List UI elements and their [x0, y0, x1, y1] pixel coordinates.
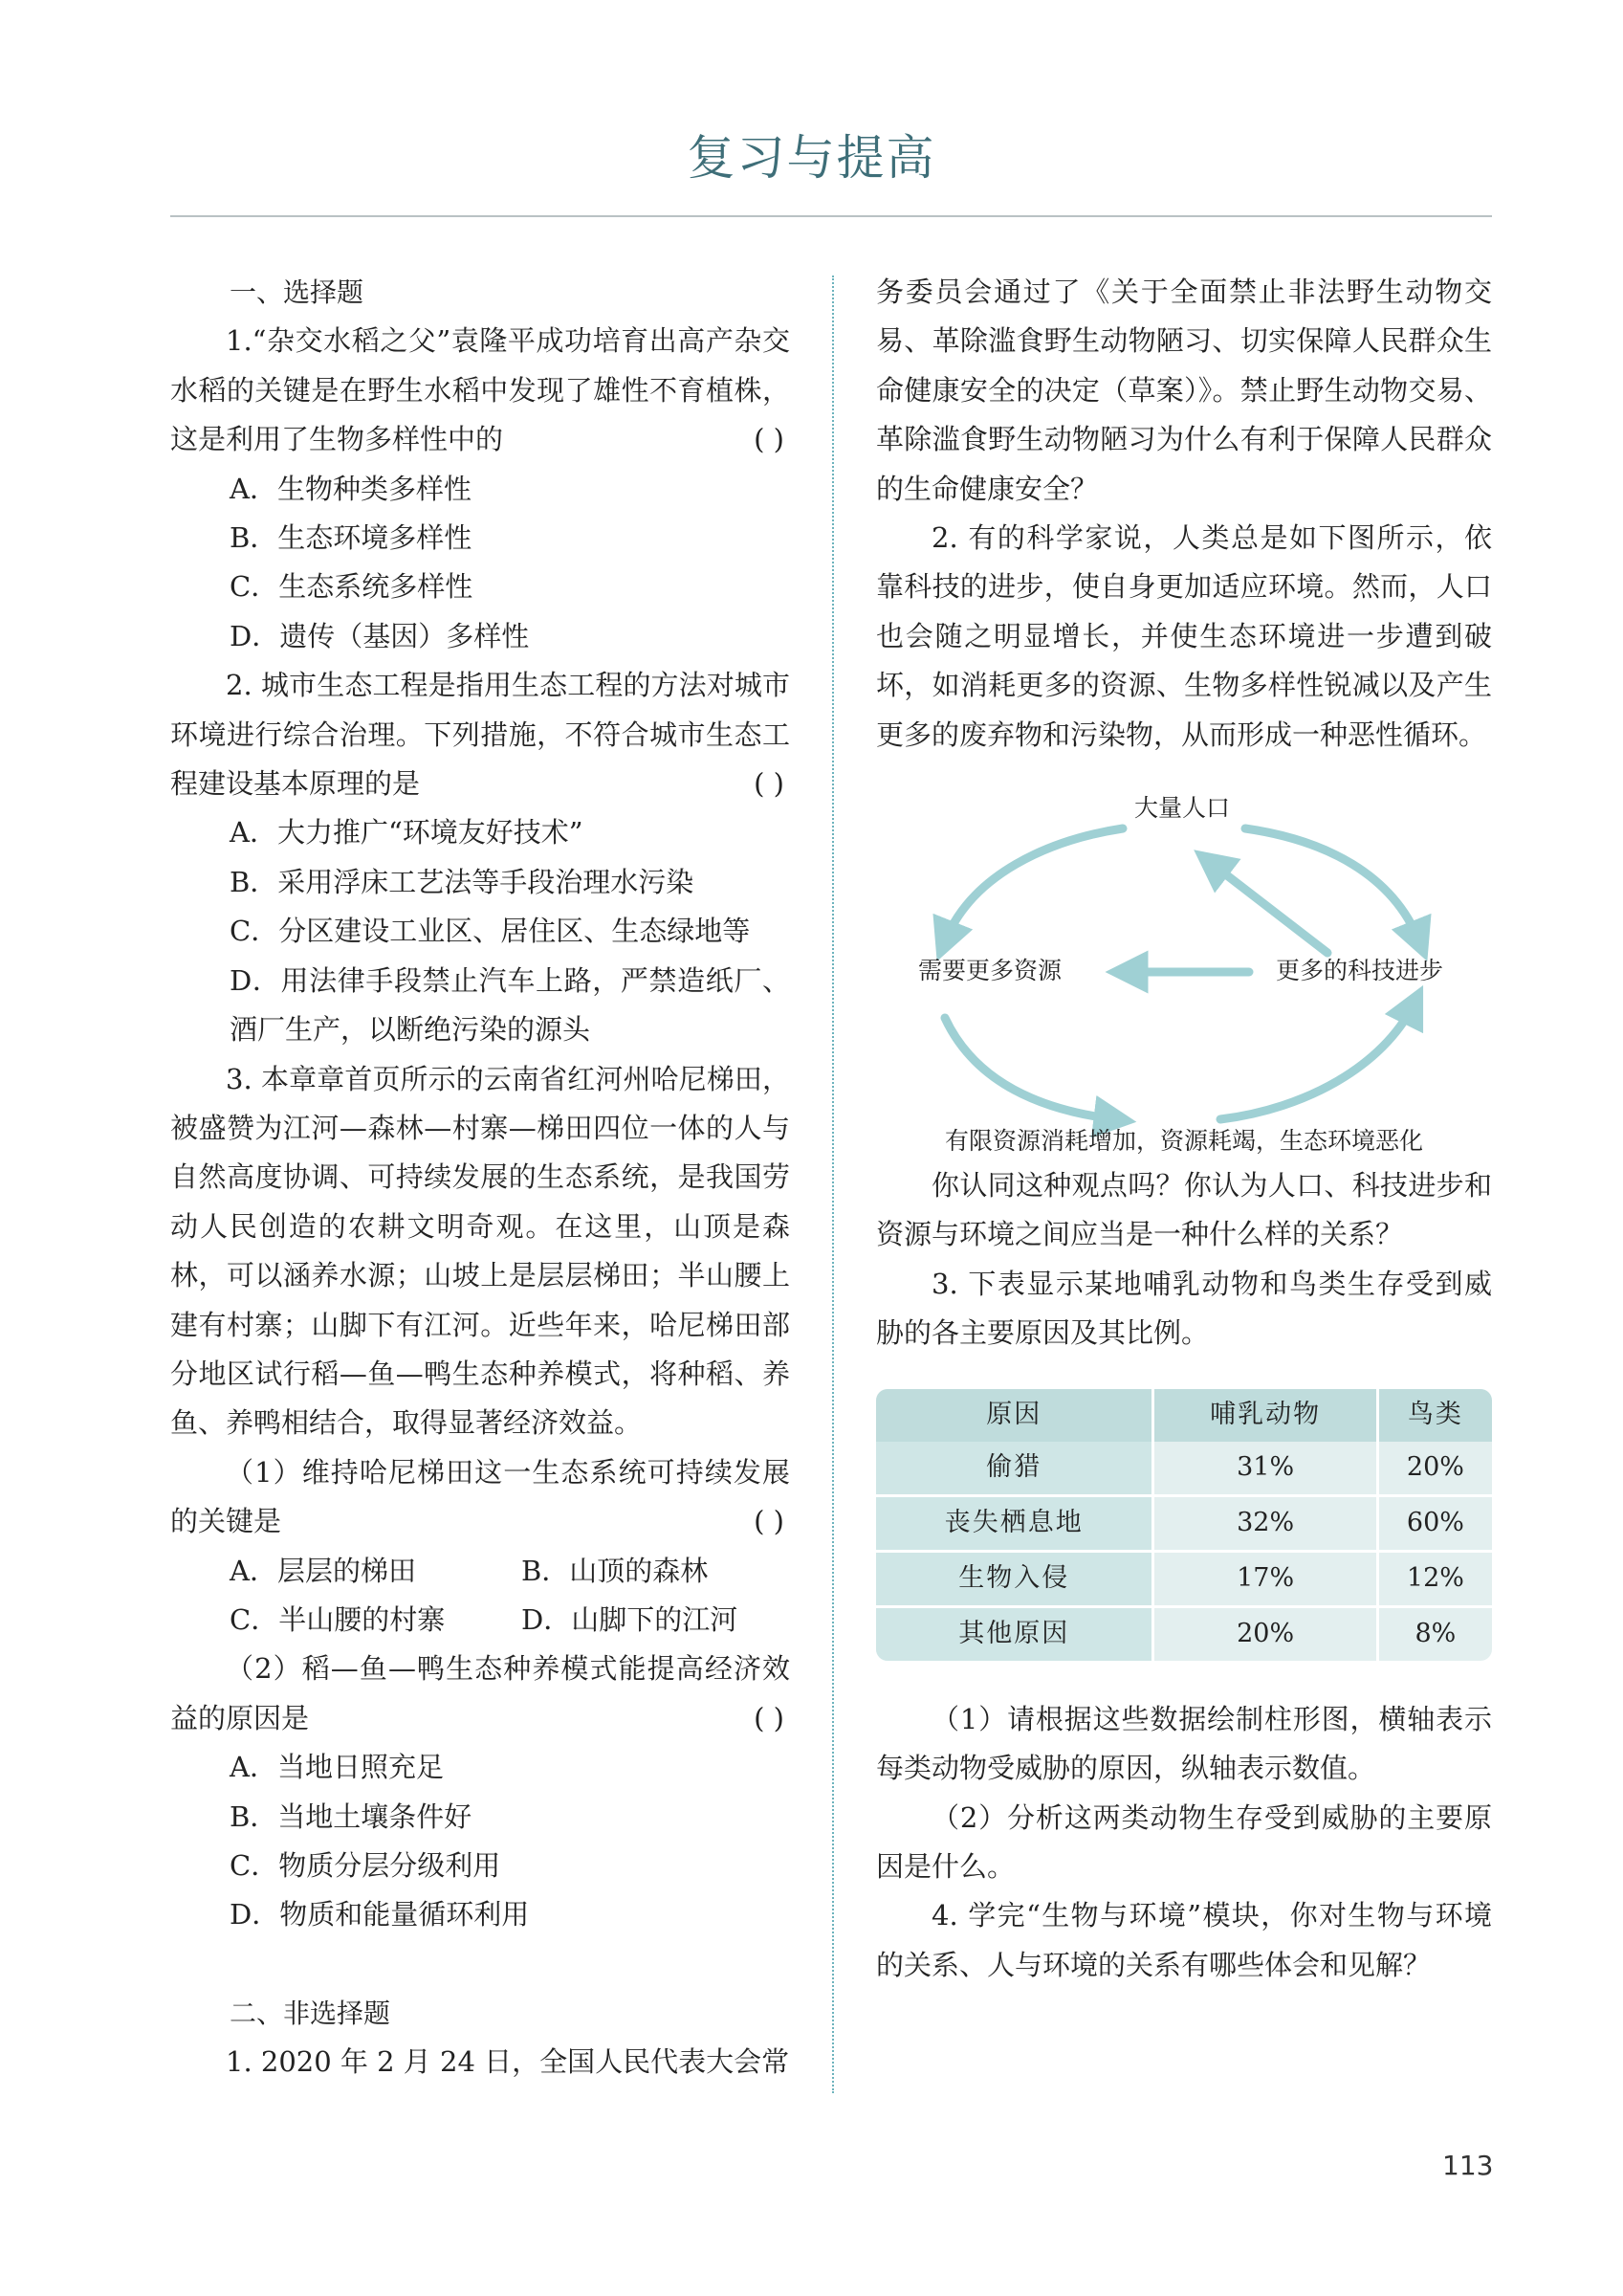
left-column: [170, 268, 790, 2087]
option-a: A．当地日照充足: [230, 1751, 444, 1784]
answer-blank: ( ): [754, 1505, 784, 1538]
section-heading-choice: 一、选择题: [230, 276, 364, 308]
table-cell: 32%: [1154, 1497, 1378, 1553]
table-header-row: [876, 1389, 1492, 1442]
answer-blank: ( ): [754, 423, 784, 456]
option-c: C．半山腰的村寨: [230, 1602, 446, 1636]
question-text: （2）稻—鱼—鸭生态种养模式能提高经济效益的原因是: [170, 1652, 790, 1734]
table-header: 原因: [876, 1389, 1154, 1442]
question-3: 3. 本章章首页所示的云南省红河州哈尼梯田，被盛赞为江河—森林—村寨—梯田四位一体的人与自然高度协调、可持续发展的生态系统，是我国劳动人民创造的农耕文明奇观。在这里，山顶是森林，可以涵养水源；山坡上是层层梯田；半山腰上建有村寨；山脚下有江河。近些年来，哈尼梯田部分地区试行稻—鱼—鸭生态种养模式，将种稻、养鱼、养鸭相结合，取得显著经济效益。: [170, 1062, 790, 1440]
table-cell: 8%: [1415, 1618, 1457, 1648]
table-header: 哺乳动物: [1154, 1389, 1378, 1442]
page-title: 复习与提高: [687, 130, 936, 186]
diagram-node-population: 大量人口: [1134, 794, 1231, 823]
nonchoice-question-3: 3. 下表显示某地哺乳动物和鸟类生存受到威胁的各主要原因及其比例。: [876, 1267, 1492, 1350]
table-row: [876, 1497, 1492, 1553]
diagram-node-resources: 需要更多资源: [918, 957, 1063, 985]
question-text: （1）维持哈尼梯田这一生态系统可持续发展的关键是: [170, 1455, 790, 1538]
option-d: D．用法律手段禁止汽车上路，严禁造纸厂、酒厂生产，以断绝污染的源头: [230, 963, 790, 1047]
option-a: A．大力推广“环境友好技术”: [230, 816, 583, 850]
arrow-depletion-to-technology: [1220, 1004, 1414, 1119]
option-c: C．分区建设工业区、居住区、生态绿地等: [230, 915, 751, 948]
table-cell: 20%: [1154, 1608, 1378, 1661]
spacer: [170, 1940, 790, 1989]
table-row: [876, 1608, 1492, 1661]
option-a: A．层层的梯田: [230, 1554, 416, 1587]
column-divider: [832, 276, 834, 2093]
nonchoice-question-3-sub-1: （1）请根据这些数据绘制柱形图，横轴表示每类动物受威胁的原因，纵轴表示数值。: [876, 1702, 1492, 1785]
threat-table: [876, 1389, 1492, 1661]
table-cell-reason: 其他原因: [876, 1608, 1154, 1661]
option-d: D．遗传（基因）多样性: [230, 619, 530, 652]
table-cell-reason: 生物入侵: [876, 1553, 1154, 1608]
answer-blank: ( ): [754, 767, 784, 801]
cycle-diagram: [876, 760, 1492, 1161]
table-cell-reason: 丧失栖息地: [876, 1497, 1154, 1553]
option-c: C．物质分层分级利用: [230, 1849, 501, 1882]
nonchoice-question-3-sub-2: （2）分析这两类动物生存受到威胁的主要原因是什么。: [876, 1800, 1492, 1883]
question-2: [170, 661, 790, 808]
nonchoice-question-4: 4. 学完“生物与环境”模块，你对生物与环境的关系、人与环境的关系有哪些体会和见解？: [876, 1899, 1492, 1981]
option-b: B．采用浮床工艺法等手段治理水污染: [230, 865, 694, 898]
answer-blank: ( ): [754, 1701, 784, 1734]
table-cell: 20%: [1379, 1442, 1492, 1497]
option-a: A．生物种类多样性: [230, 472, 472, 505]
diagram-node-depletion: 有限资源消耗增加，资源耗竭，生态环境恶化: [945, 1127, 1424, 1156]
option-row: [170, 1547, 790, 1596]
option-b: B．生态环境多样性: [230, 521, 472, 555]
question-1: [170, 317, 790, 464]
table-row: [876, 1553, 1492, 1608]
nonchoice-question-2-ask: 你认同这种观点吗？你认为人口、科技进步和资源与环境之间应当是一种什么样的关系？: [876, 1169, 1492, 1251]
title-divider: [170, 215, 1492, 217]
arrow-population-to-technology: [1245, 828, 1419, 941]
question-text: 1.“杂交水稻之父”袁隆平成功培育出高产杂交水稻的关键是在野生水稻中发现了雄性不育植株，这是利用了生物多样性中的: [170, 324, 790, 456]
nonchoice-question-1-cont: 务委员会通过了《关于全面禁止非法野生动物交易、革除滥食野生动物陋习、切实保障人民群众生命健康安全的决定（草案）》。禁止野生动物交易、革除滥食野生动物陋习为什么有利于保障人民群众的生命健康安全？: [876, 276, 1492, 505]
right-column: [876, 268, 1492, 1990]
page-number: 113: [1442, 2150, 1494, 2181]
nonchoice-question-2: 2. 有的科学家说，人类总是如下图所示，依靠科技的进步，使自身更加适应环境。然而，人口也会随之明显增长，并使生态环境进一步遭到破坏，如消耗更多的资源、生物多样性锐减以及产生更多的废弃物和污染物，从而形成一种恶性循环。: [876, 521, 1492, 751]
option-b: B．山顶的森林: [521, 1554, 709, 1587]
table-row: [876, 1442, 1492, 1497]
arrow-resources-to-depletion: [945, 1018, 1115, 1119]
option-b: B．当地土壤条件好: [230, 1799, 472, 1833]
arrow-technology-to-population: [1211, 863, 1327, 953]
table-cell: 17%: [1154, 1553, 1378, 1608]
question-text: 2. 城市生态工程是指用生态工程的方法对城市环境进行综合治理。下列措施，不符合城市生态工程建设基本原理的是: [170, 669, 790, 801]
table-header: 鸟类: [1379, 1389, 1492, 1442]
table-cell: 60%: [1379, 1497, 1492, 1553]
option-d: D．山脚下的江河: [521, 1602, 738, 1636]
question-3-sub-2: [170, 1645, 790, 1743]
table-cell-reason: 偷猎: [876, 1442, 1154, 1497]
option-row: [170, 1596, 790, 1645]
nonchoice-question-1-start: 1. 2020 年 2 月 24 日，全国人民代表大会常: [226, 2045, 790, 2079]
question-3-sub-1: [170, 1448, 790, 1547]
table-cell: 12%: [1379, 1553, 1492, 1608]
section-heading-nonchoice: 二、非选择题: [230, 1997, 391, 2029]
table-cell: 31%: [1154, 1442, 1378, 1497]
option-d: D．物质和能量循环利用: [230, 1898, 530, 1932]
arrow-population-to-resources: [945, 828, 1123, 941]
diagram-node-technology: 更多的科技进步: [1276, 957, 1444, 985]
option-c: C．生态系统多样性: [230, 570, 473, 604]
